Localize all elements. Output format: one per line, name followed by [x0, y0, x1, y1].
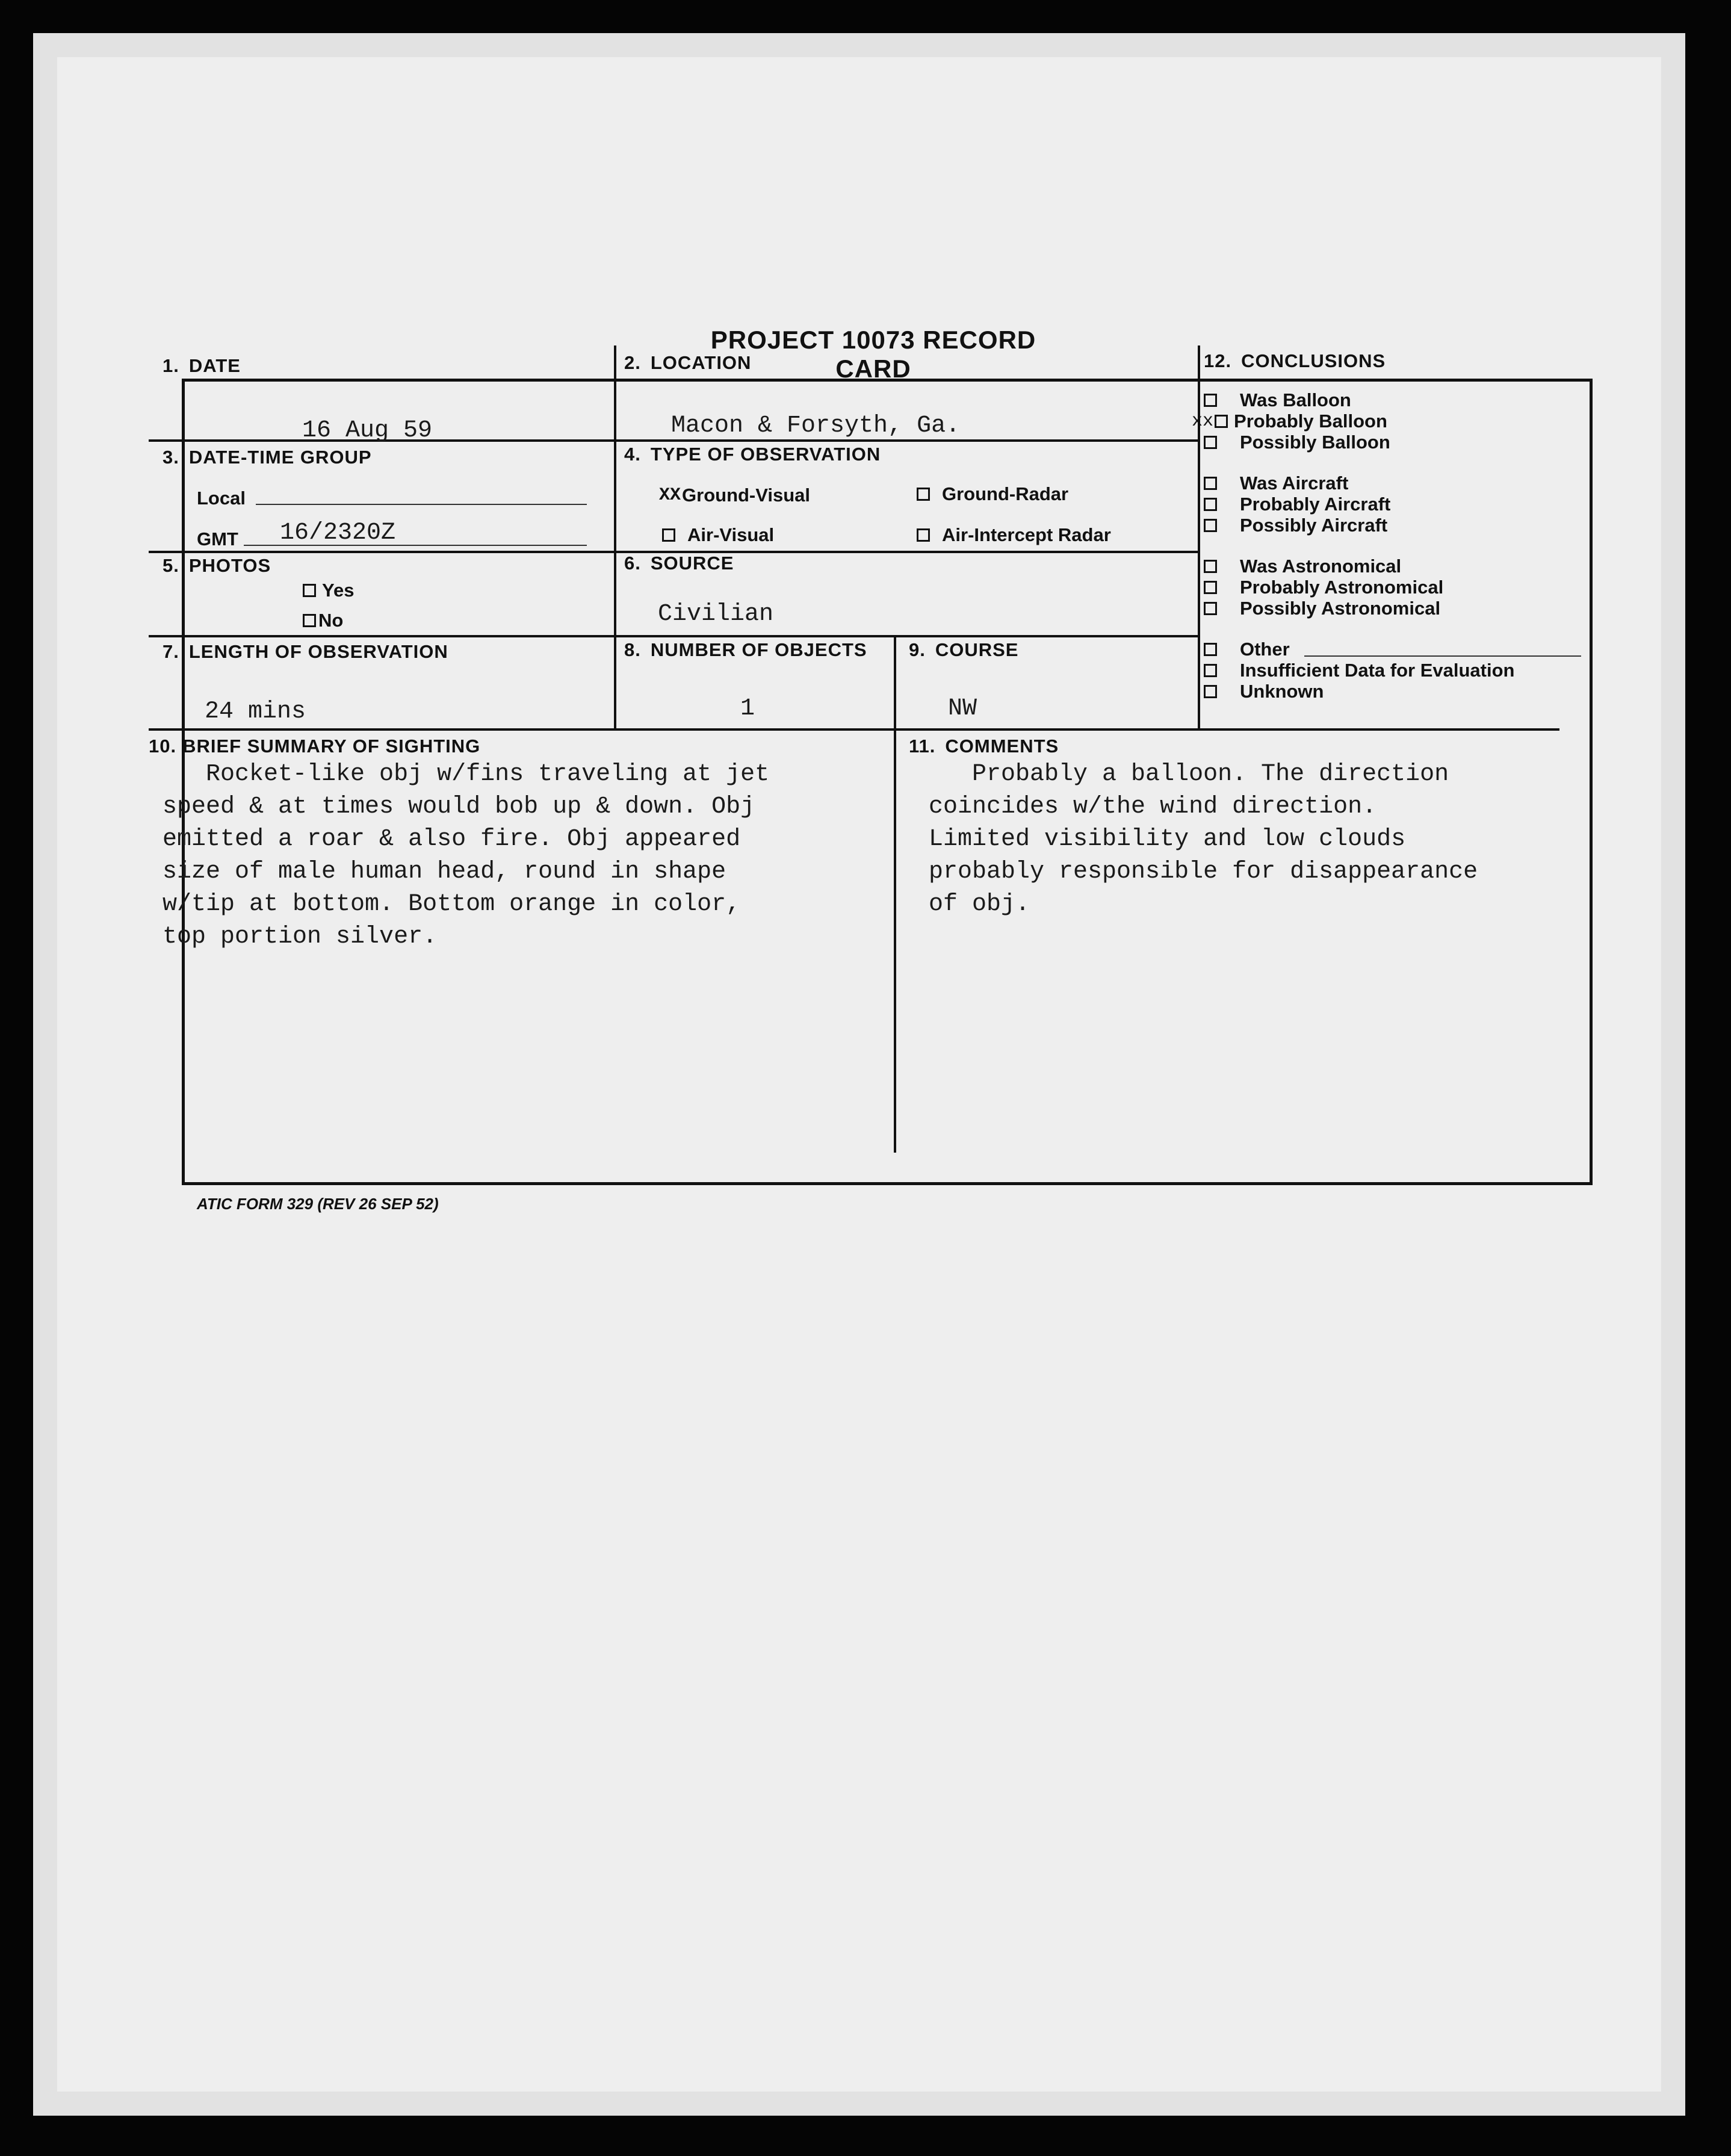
conclusion-was-balloon: Was Balloon [1204, 389, 1351, 411]
photos-no-option [303, 610, 343, 631]
comment-line: probably responsible for disappearance [929, 858, 1478, 885]
checkbox [1204, 477, 1217, 490]
checkbox [1204, 498, 1217, 511]
conclusion-probably-balloon: xx Probably Balloon [1192, 410, 1387, 432]
course-value: NW [948, 695, 977, 722]
conclusion-probably-astronomical: Probably Astronomical [1204, 577, 1443, 598]
comments-text [929, 758, 1478, 921]
ground-radar-label: Ground-Radar [942, 483, 1069, 504]
comments-label: 11. COMMENTS [909, 736, 1059, 757]
checkbox [1215, 415, 1228, 428]
brief-summary-label: 10. BRIEF SUMMARY OF SIGHTING [149, 736, 481, 757]
conclusion-other: Other [1204, 639, 1290, 660]
gmt-value: 16/2320Z [280, 519, 396, 547]
row-divider-3 [149, 635, 1199, 637]
conclusion-possibly-aircraft: Possibly Aircraft [1204, 515, 1387, 536]
location-label: 2. LOCATION [624, 352, 752, 373]
conclusions-label: 12. CONCLUSIONS [1204, 350, 1386, 371]
course-label: 9. COURSE [909, 639, 1019, 660]
date-time-group-label: 3. DATE-TIME GROUP [163, 447, 372, 468]
air-intercept-radar-option [917, 524, 1111, 546]
summary-line: speed & at times would bob up & down. Obj [163, 793, 755, 820]
checkbox [1204, 394, 1217, 407]
conclusion-unknown: Unknown [1204, 681, 1324, 702]
source-label: 6. SOURCE [624, 553, 734, 574]
conclusion-possibly-astronomical: Possibly Astronomical [1204, 598, 1440, 619]
photos-yes-checkbox [303, 584, 316, 597]
photos-no-label: No [318, 610, 344, 631]
conclusion-probably-aircraft: Probably Aircraft [1204, 494, 1390, 515]
checkbox [1204, 581, 1217, 594]
number-of-objects-value: 1 [740, 695, 755, 722]
summary-line: w/tip at bottom. Bottom orange in color, [163, 891, 741, 918]
conclusion-was-astronomical: Was Astronomical [1204, 556, 1401, 577]
air-visual-option [662, 524, 774, 546]
number-of-objects-label: 8. NUMBER OF OBJECTS [624, 639, 867, 660]
photos-yes-label: Yes [322, 580, 355, 601]
air-intercept-radar-checkbox [917, 528, 930, 542]
comment-line: of obj. [929, 891, 1030, 918]
photos-no-checkbox [303, 614, 316, 627]
summary-line: Rocket-like obj w/fins traveling at jet [163, 761, 770, 788]
photos-label: 5. PHOTOS [163, 555, 271, 576]
photos-yes-option [303, 580, 354, 601]
air-visual-checkbox [662, 528, 675, 542]
summary-line: size of male human head, round in shape [163, 858, 726, 885]
ground-visual-option [659, 485, 810, 506]
checkbox [1204, 685, 1217, 698]
ground-visual-check-mark: XX [659, 485, 681, 506]
brief-summary-text [163, 758, 769, 953]
length-of-observation-label: 7. LENGTH OF OBSERVATION [163, 641, 448, 662]
conclusion-was-aircraft: Was Aircraft [1204, 472, 1348, 494]
air-visual-label: Air-Visual [687, 524, 775, 545]
checkbox [1204, 560, 1217, 573]
type-of-observation-label: 4. TYPE OF OBSERVATION [624, 444, 881, 465]
col-divider-1 [614, 345, 616, 731]
row-divider-4 [149, 728, 1559, 731]
date-value: 16 Aug 59 [302, 417, 433, 444]
ground-visual-label: Ground-Visual [682, 485, 811, 506]
conclusion-insufficient-data: Insufficient Data for Evaluation [1204, 660, 1514, 681]
checkbox [1204, 519, 1217, 532]
form-number: ATIC FORM 329 (REV 26 SEP 52) [197, 1195, 439, 1213]
local-time-label: Local [197, 488, 246, 509]
summary-line: emitted a roar & also fire. Obj appeared [163, 826, 741, 853]
conclusion-possibly-balloon: Possibly Balloon [1204, 432, 1390, 453]
checkbox [1204, 602, 1217, 615]
source-value: Civilian [658, 601, 774, 628]
comment-line: Limited visibility and low clouds [929, 826, 1406, 853]
checkbox [1204, 643, 1217, 656]
record-card-sheet [33, 33, 1685, 2116]
ground-radar-checkbox [917, 488, 930, 501]
col-divider-2 [1198, 345, 1200, 731]
checkbox [1204, 436, 1217, 449]
comment-line: coincides w/the wind direction. [929, 793, 1377, 820]
other-line [1304, 655, 1581, 657]
card-title: PROJECT 10073 RECORD CARD [710, 326, 1036, 383]
conclusion-check-mark: xx [1192, 411, 1214, 432]
summary-line: top portion silver. [163, 923, 438, 950]
gmt-label: GMT [197, 528, 238, 550]
length-of-observation-value: 24 mins [205, 698, 306, 725]
date-label: 1. DATE [163, 355, 241, 376]
ground-radar-option [917, 483, 1068, 505]
air-intercept-radar-label: Air-Intercept Radar [942, 524, 1111, 545]
local-time-line [256, 504, 587, 505]
comment-line: Probably a balloon. The direction [929, 761, 1449, 788]
location-value: Macon & Forsyth, Ga. [671, 412, 961, 439]
col-divider-8-9 [894, 636, 896, 730]
checkbox [1204, 664, 1217, 677]
